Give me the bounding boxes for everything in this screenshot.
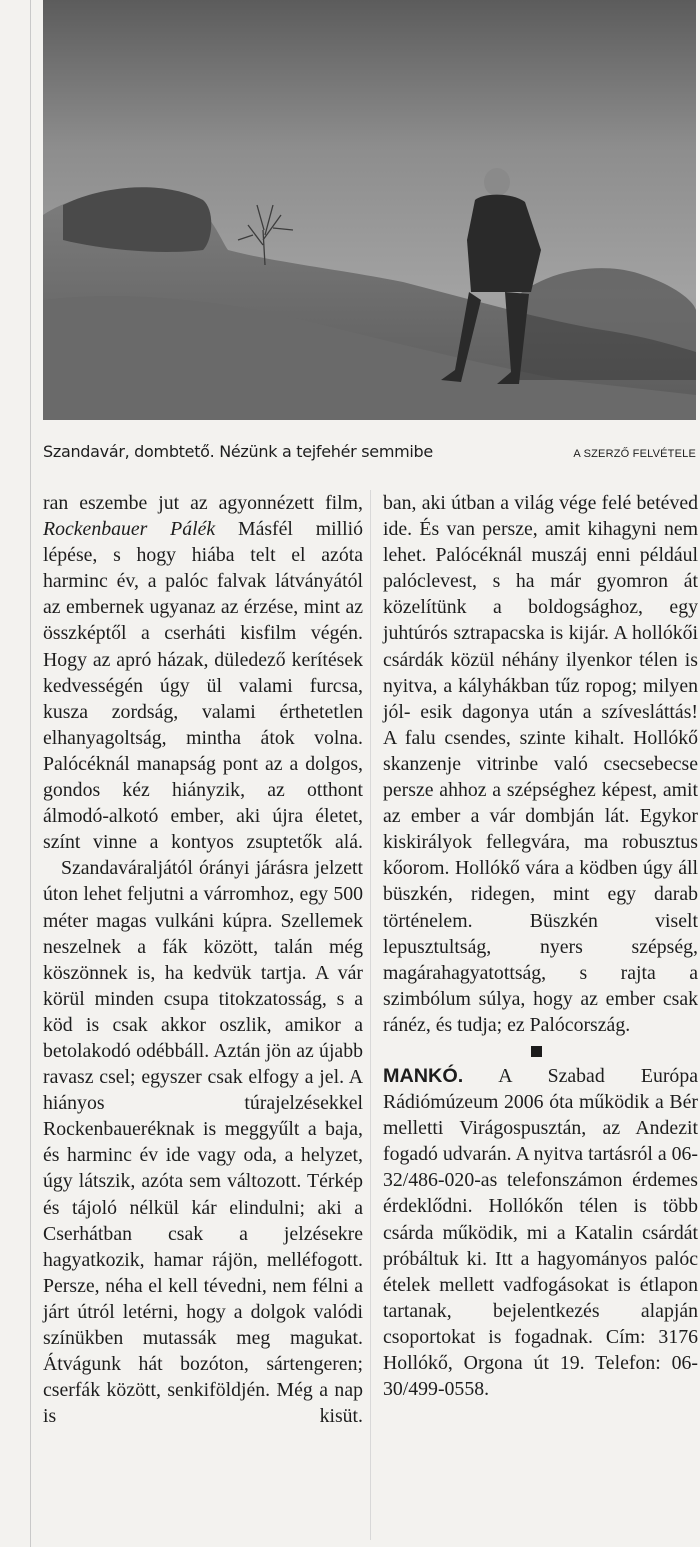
right-paragraph-1: ban, aki útban a világ vége felé betéved ide. És van persze, amit kihagyni nem lehet. Palócéknál muszáj enni például palóclevest, s ha már gyomron át közelítünk a boldogsághoz, egy juhtúrós sztrapacska is kijár. A hollókői csárdák közül néhány ilyenkor télen is nyitva, a kályhákban tűz ropog; milyen jól- esik dagonya után a szívesláttás! <box>383 492 698 723</box>
end-of-article-square-icon <box>531 1046 542 1057</box>
info-box <box>383 1063 698 1402</box>
left-p1-start: ran eszembe jut az agyonnézett film, <box>43 492 363 514</box>
left-p1-rest: Másfél millió lépése, s hogy hiába telt el azóta harminc év, a palóc falvak látványától az embernek ugyanaz az érzése, mint az összképtől a cserháti kisfilm végén. Hogy az apró házak, düledező kerítések kedvességén úgy ül valami furcsa, kusza zordság, valami érthetetlen elhanyagoltság, mintha átok volna. Palócéknál manapság pont az a dolgos, gondos kéz hiányzik, az otthont álmodó-alkotó ember, aki újra életet, színt vinne a kontyos zsuptetők alá. <box>43 518 363 854</box>
photo-caption <box>43 442 696 468</box>
right-column <box>383 490 698 1402</box>
info-box-lead: MANKÓ. <box>383 1064 464 1087</box>
right-paragraph-2: A falu csendes, szinte kihalt. Hollókő skanzenje vitrinbe való csecsebecse persze ahhoz a szépséghez képest, amit az ember a vár dombján lát. Egykor kiskirályok fellegvára, ma robusztus kőorom. Hollókő vára a ködben úgy áll büszkén, ridegen, mint egy darab történelem. Büszkén viselt lepusztultság, nyers szépség, magárahagyatottság, s rajta a szimbólum súlya, hogy az ember csak ránéz, és tudja; ez Palócország. <box>383 726 698 1036</box>
left-column <box>43 490 363 1429</box>
left-paragraph-2: Szandaváraljától órányi járásra jelzett úton lehet feljutni a várromhoz, egy 500 méter magas vulkáni kúpra. Szellemek neszelnek a fák között, talán még köszönnek is, ha kedvük tartja. A vár körül minden csupa titokzatosság, s a köd is csak akkor oszlik, amikor a betolakodó odébbáll. Aztán jön az újabb ravasz csel; egyszer csak elfogy a jel. A hiányos túrajelzésekkel Rockenbaueréknak is meggyűlt a baja, és harminc év ide vagy oda, a helyzet, úgy látszik, azóta sem változott. Térkép és tájoló nélkül kár elindulni; aki a Cserhátban csak a jelzésekre hagyatkozik, hamar rájön, melléfogott. Persze, néha el kell tévedni, nem félni a járt útról letérni, hogy a dolgok valódi színükben mutassák meg magukat. Átvágunk hát bozóton, sártengeren; cserfák között, senkiföldjén. Még a nap is kisüt. <box>43 857 363 1428</box>
column-divider <box>370 490 371 1540</box>
photo-credit: A SZERZŐ FELVÉTELE <box>573 448 696 460</box>
left-paragraph-1 <box>43 490 363 855</box>
caption-text: Szandavár, dombtető. Nézünk a tejfehér semmibe <box>43 442 433 461</box>
article-photo <box>43 0 696 420</box>
page-edge-rule <box>30 0 31 1547</box>
landscape-photo-icon <box>43 0 696 420</box>
film-title: Rockenbauer Pálék <box>43 518 216 541</box>
info-box-text: A Szabad Európa Rádiómúzeum 2006 óta működik a Bér melletti Virágospusztán, az Andezit fogadó udvarán. A nyitva tartásról a 06-32/486-020-as telefonszámon érdemes érdeklődni. Hollókőn télen is több csárda működik, mi a Katalin csárdát próbáltuk ki. Itt a hagyományos palóc ételek mellett vadfogásokat is étlapon tartanak, bejelentkezés alapján csoportokat is fogadnak. Cím: 3176 Hollókő, Orgona út 19. Telefon: 06-30/499-0558. <box>383 1064 698 1401</box>
